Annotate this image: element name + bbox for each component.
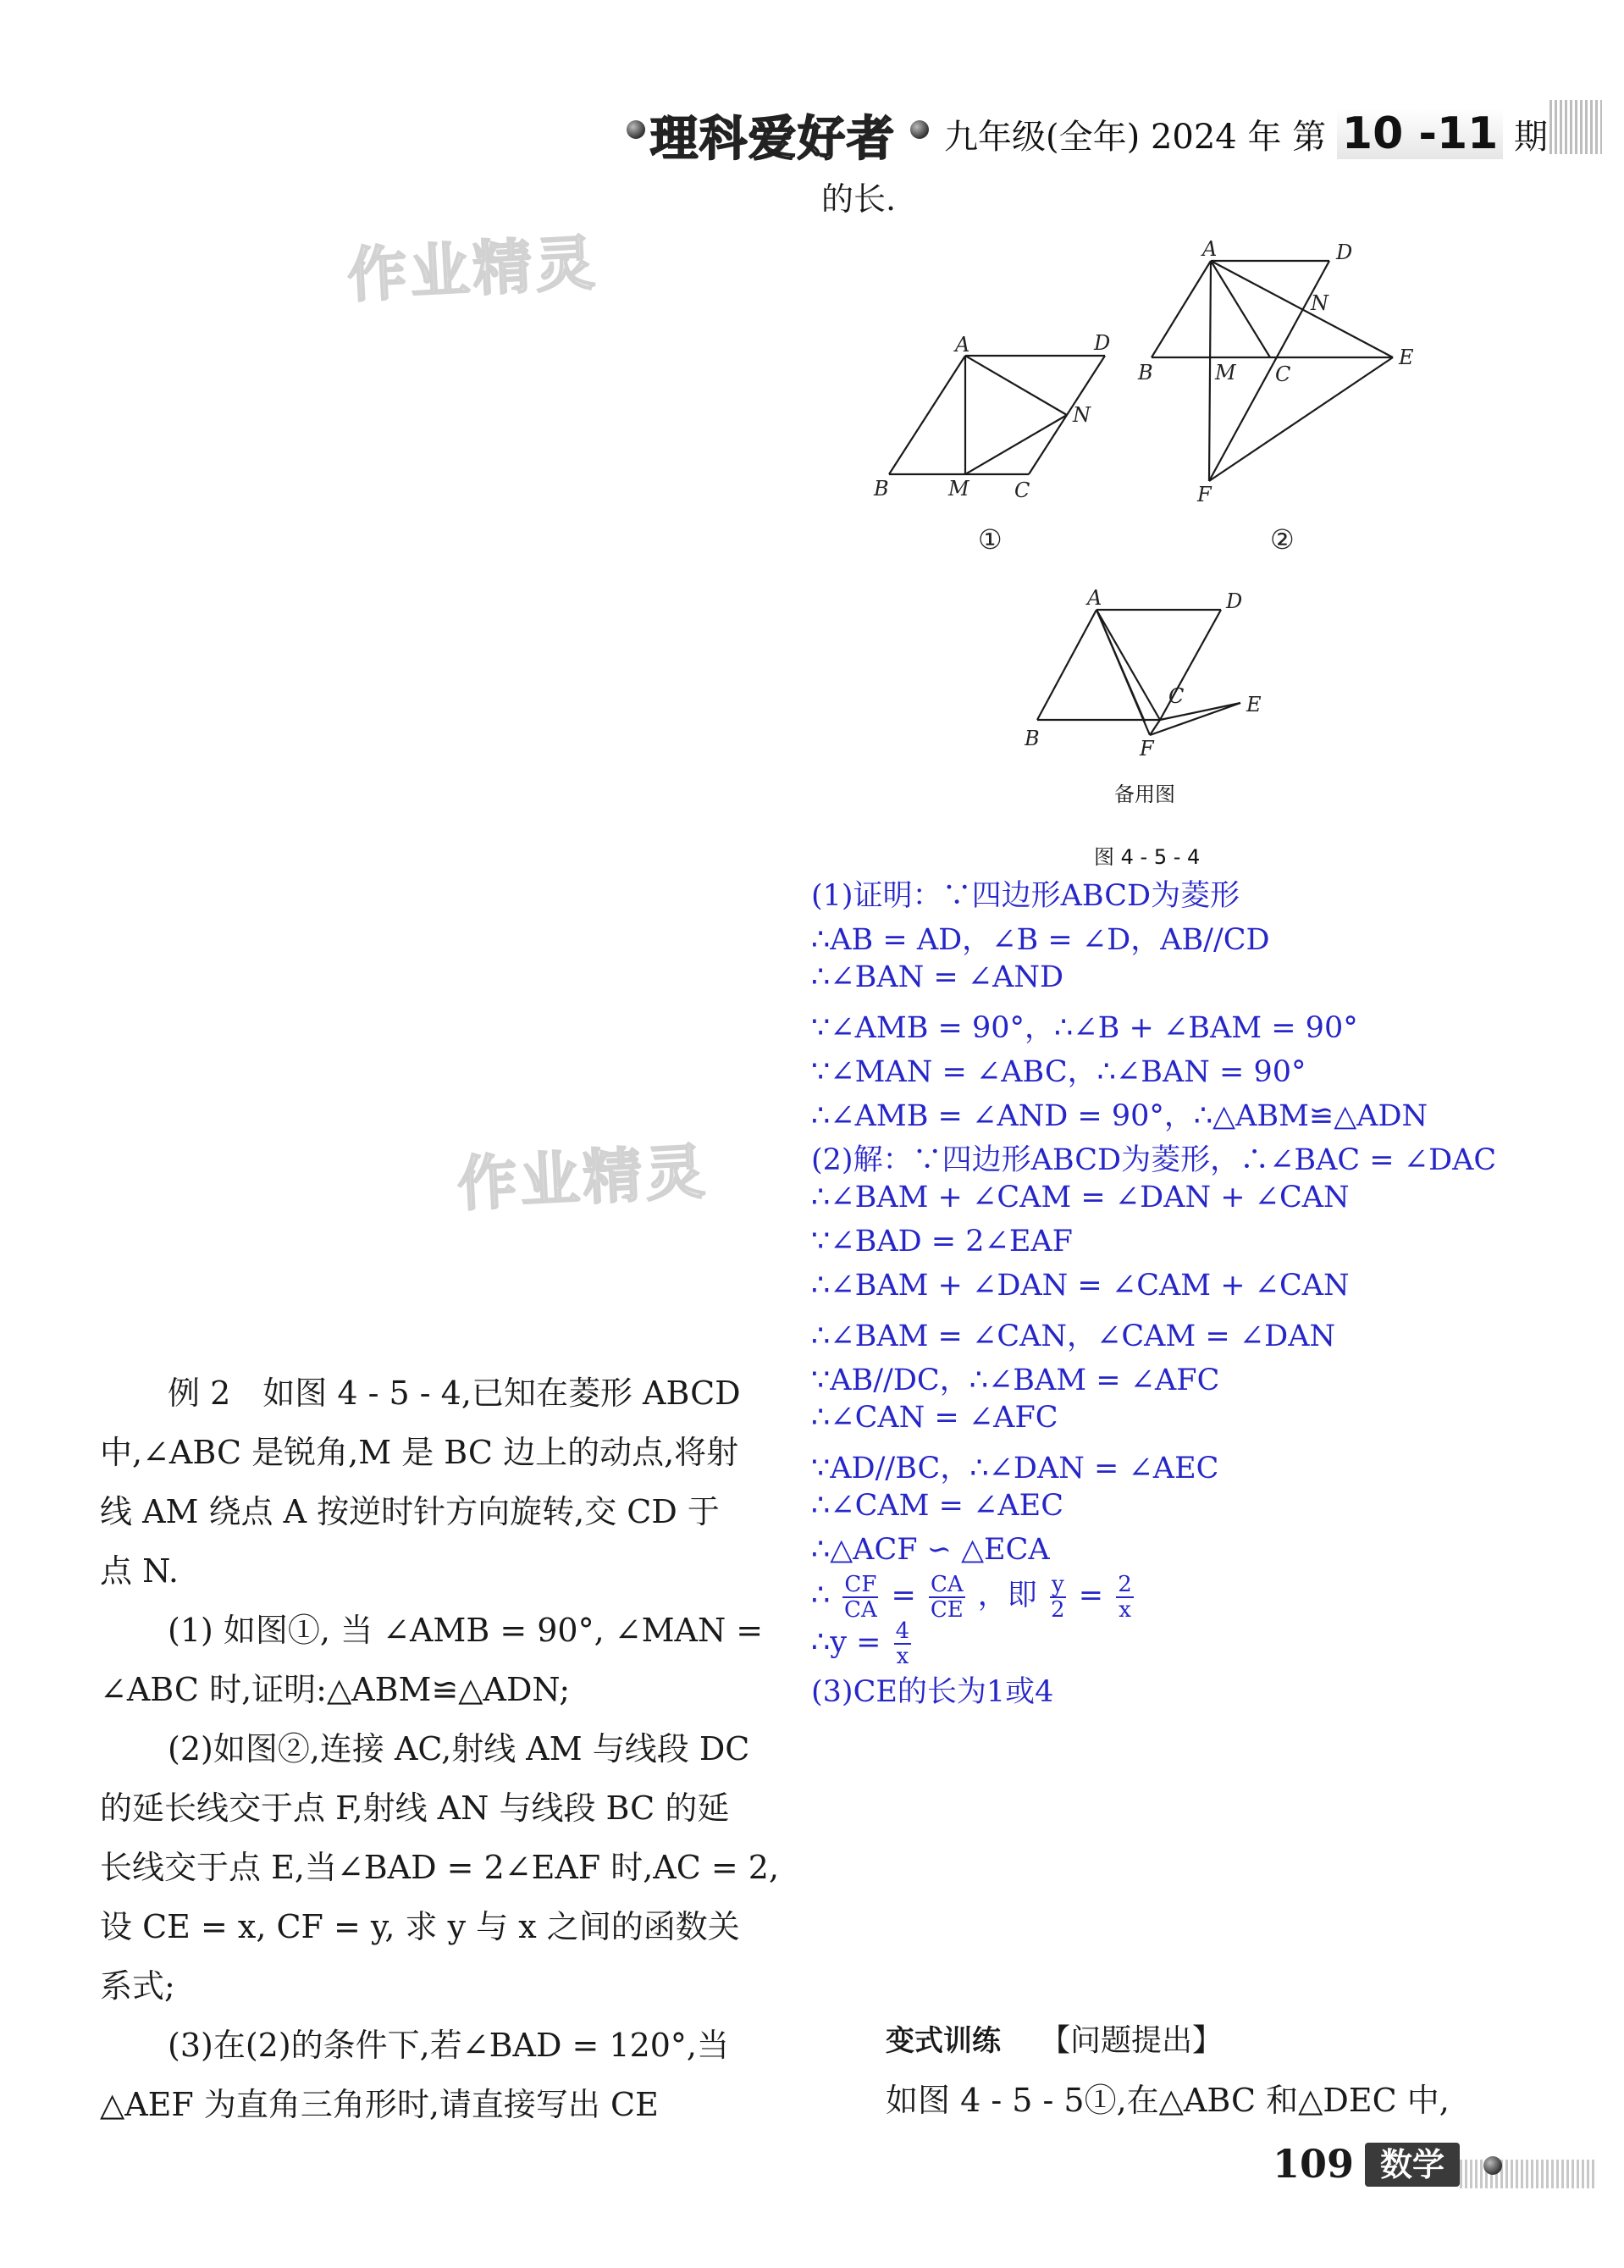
- subject-badge: 数学: [1365, 2143, 1460, 2187]
- example-line: 点 N.: [100, 1552, 179, 1590]
- point-label-c: C: [1275, 362, 1291, 386]
- edge-ab: [1037, 610, 1096, 720]
- example-line: △AEF 为直角三角形时,请直接写出 CE: [100, 2086, 659, 2123]
- header-stripe-decoration: [1549, 100, 1602, 154]
- edge-ab: [1152, 261, 1211, 357]
- year-label: 2024 年: [1150, 118, 1282, 157]
- point-label-e: E: [1399, 346, 1414, 369]
- fraction-4-x: [894, 1619, 912, 1668]
- answer-line: ∴AB = AD，∠B = ∠D，AB//CD: [811, 923, 1270, 957]
- example-line: 例 2 如图 4 - 5 - 4,已知在菱形 ABCD: [168, 1375, 741, 1412]
- figure-1-label: ①: [978, 523, 1003, 556]
- answer-fraction-line: [811, 1572, 1137, 1622]
- diagonal-ac: [1211, 261, 1270, 357]
- answer-line: ∴∠AMB = ∠AND = 90°，∴△ABM≌△ADN: [811, 1099, 1428, 1133]
- numerator: CF: [844, 1571, 877, 1597]
- brand-logo: 理科爱好者: [650, 112, 896, 167]
- fraction-2-x: [1116, 1573, 1134, 1622]
- point-label-n: N: [1073, 403, 1091, 427]
- figure-1-rhombus: [864, 322, 1143, 508]
- fraction-cf-ca: [842, 1573, 878, 1622]
- issue-suffix: 期: [1514, 118, 1549, 157]
- point-label-b: B: [1138, 361, 1153, 384]
- denominator: x: [1119, 1596, 1131, 1623]
- ray-an: [1211, 261, 1393, 357]
- answer-line: ∵∠AMB = 90°，∴∠B + ∠BAM = 90°: [811, 1011, 1358, 1045]
- numerator: CA: [930, 1571, 964, 1597]
- point-label-b: B: [874, 477, 889, 501]
- that-is-text: ，即: [977, 1579, 1037, 1612]
- watermark: 作业精灵: [456, 1137, 710, 1220]
- example-line: 系式;: [100, 1967, 175, 2005]
- point-label-a: A: [1087, 586, 1102, 610]
- point-label-d: D: [1094, 331, 1111, 355]
- example-line: (1) 如图①, 当 ∠AMB = 90°, ∠MAN =: [168, 1612, 764, 1649]
- diagonal-ac: [1096, 610, 1160, 720]
- example-line: (2)如图②,连接 AC,射线 AM 与线段 DC: [168, 1730, 750, 1767]
- issue-prefix: 第: [1292, 118, 1327, 157]
- segment-mn: [965, 415, 1067, 474]
- answer-line: ∴∠CAN = ∠AFC: [811, 1401, 1058, 1435]
- equals-sign: =: [891, 1579, 916, 1612]
- point-label-n: N: [1311, 291, 1328, 315]
- denominator: x: [896, 1644, 909, 1669]
- fraction-y-2: [1050, 1573, 1066, 1622]
- point-label-a: A: [1202, 237, 1218, 261]
- variant-subtitle: 【问题提出】: [1040, 2023, 1224, 2058]
- point-label-b: B: [1025, 727, 1040, 750]
- spare-figure-label: 备用图: [1114, 783, 1175, 806]
- point-label-f: F: [1140, 737, 1154, 761]
- figure-2-rhombus-extended: [1135, 229, 1456, 508]
- denominator: 2: [1051, 1596, 1065, 1623]
- example-line: (3)在(2)的条件下,若∠BAD = 120°,当: [168, 2027, 730, 2064]
- answer-line: ∴∠BAN = ∠AND: [811, 960, 1064, 994]
- example-line: 线 AM 绕点 A 按逆时针方向旋转,交 CD 于: [100, 1493, 720, 1530]
- answer-line: (2)解：∵四边形ABCD为菱形，∴∠BAC = ∠DAC: [811, 1143, 1497, 1177]
- figure-caption: 图 4 - 5 - 4: [1094, 845, 1201, 869]
- ray-am: [1209, 261, 1211, 481]
- variant-line: 如图 4 - 5 - 5①,在△ABC 和△DEC 中,: [886, 2082, 1450, 2119]
- continued-text: 的长.: [821, 180, 897, 218]
- page-header: [627, 100, 1600, 169]
- denominator: CA: [844, 1596, 877, 1623]
- answer-line: ∵AD//BC，∴∠DAN = ∠AEC: [811, 1452, 1219, 1485]
- point-label-e: E: [1246, 693, 1262, 716]
- segment-an: [965, 356, 1067, 415]
- numerator: y: [1051, 1571, 1064, 1597]
- example-line: 中,∠ABC 是锐角,M 是 BC 边上的动点,将射: [100, 1434, 739, 1471]
- equals-sign: =: [1078, 1579, 1104, 1612]
- segment-ef: [1209, 357, 1393, 481]
- bullet-dot-icon: [910, 120, 929, 139]
- example-line: 设 CE = x, CF = y, 求 y 与 x 之间的函数关: [100, 1908, 740, 1945]
- therefore-symbol: ∴: [811, 1579, 831, 1612]
- grade-label: 九年级(全年): [944, 118, 1141, 157]
- spare-figure: [1025, 576, 1295, 762]
- bullet-dot-icon: [627, 120, 645, 139]
- answer-line: ∴∠BAM + ∠CAM = ∠DAN + ∠CAN: [811, 1181, 1350, 1214]
- issue-number: 10 -11: [1337, 108, 1503, 159]
- answer-final: (3)CE的长为1或4: [811, 1675, 1054, 1709]
- watermark: 作业精灵: [345, 228, 600, 311]
- answer-line: ∴∠BAM = ∠CAN，∠CAM = ∠DAN: [811, 1319, 1336, 1353]
- figure-2-label: ②: [1270, 523, 1295, 556]
- point-label-m: M: [948, 477, 969, 501]
- point-label-c: C: [1014, 478, 1030, 502]
- denominator: CE: [930, 1596, 964, 1623]
- point-label-m: M: [1215, 361, 1236, 384]
- example-line: 长线交于点 E,当∠BAD = 2∠EAF 时,AC = 2,: [100, 1849, 780, 1886]
- point-label-f: F: [1197, 483, 1212, 506]
- function-prefix: ∴y =: [811, 1625, 881, 1660]
- example-line: ∠ABC 时,证明:△ABM≌△ADN;: [100, 1671, 571, 1708]
- answer-line: ∵AB//DC，∴∠BAM = ∠AFC: [811, 1364, 1220, 1397]
- answer-line: ∴∠BAM + ∠DAN = ∠CAM + ∠CAN: [811, 1269, 1350, 1303]
- point-label-a: A: [955, 333, 970, 357]
- ray-am: [1096, 610, 1145, 722]
- answer-line: ∵∠BAD = 2∠EAF: [811, 1225, 1073, 1258]
- fraction-ca-ce: [929, 1573, 965, 1622]
- answer-line: ∵∠MAN = ∠ABC，∴∠BAN = 90°: [811, 1055, 1306, 1089]
- answer-line: ∴∠CAM = ∠AEC: [811, 1489, 1063, 1523]
- point-label-d: D: [1226, 589, 1243, 613]
- page-number: 109: [1273, 2141, 1355, 2187]
- footer-stripe-decoration: [1460, 2160, 1595, 2188]
- variant-title: 变式训练: [886, 2024, 1001, 2058]
- bullet-dot-icon: [1483, 2156, 1502, 2175]
- numerator: 2: [1118, 1571, 1132, 1597]
- answer-line: ∴△ACF ∽ △ECA: [811, 1533, 1050, 1567]
- example-line: 的延长线交于点 F,射线 AN 与线段 BC 的延: [100, 1790, 730, 1827]
- issue-info: [944, 108, 1548, 159]
- point-label-c: C: [1168, 684, 1185, 708]
- point-label-d: D: [1336, 241, 1353, 264]
- answer-line: (1)证明：∵四边形ABCD为菱形: [811, 879, 1240, 913]
- edge-ab: [889, 356, 965, 474]
- numerator: 4: [895, 1618, 910, 1644]
